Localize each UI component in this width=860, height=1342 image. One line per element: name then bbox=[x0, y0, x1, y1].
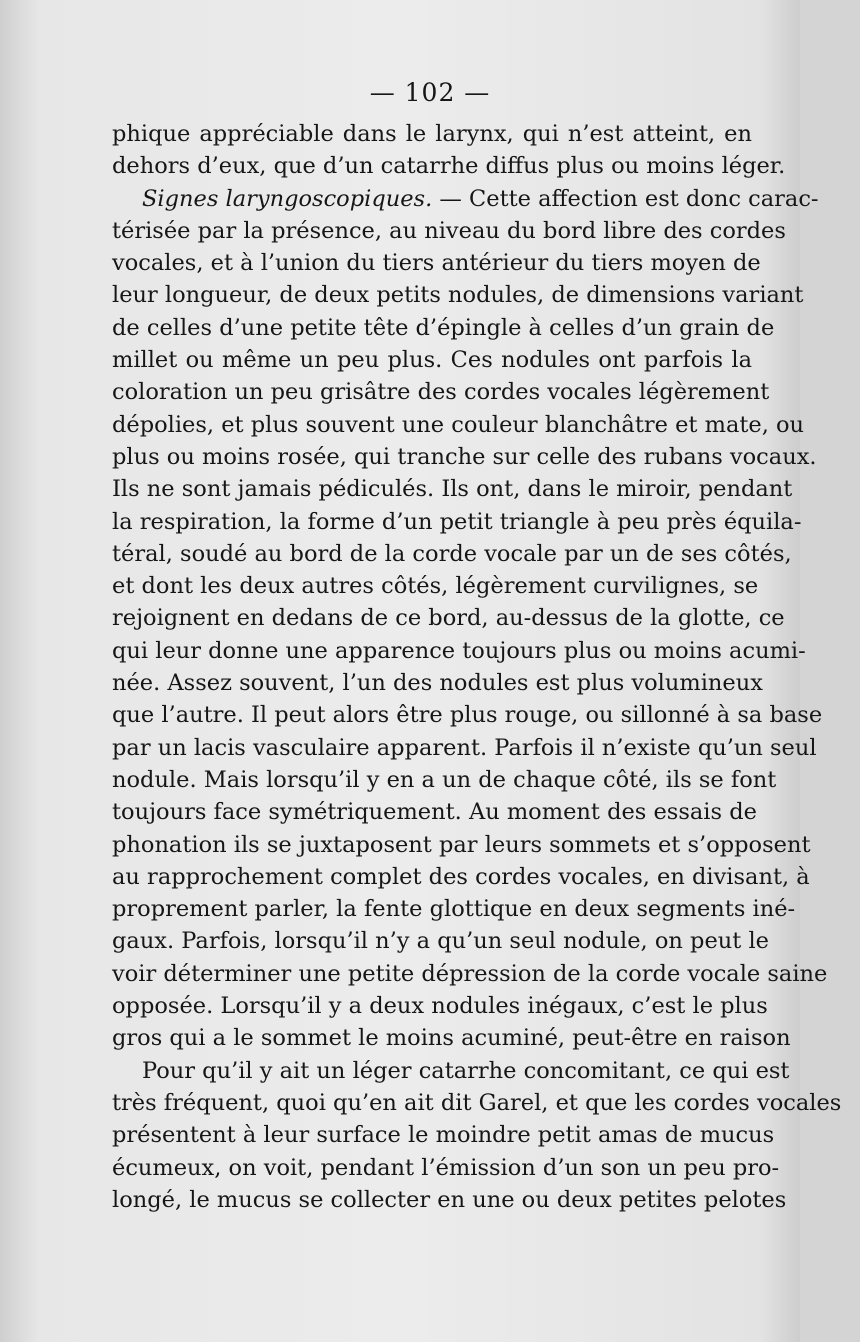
text-line-rest: — Cette affection est donc carac- bbox=[432, 185, 819, 212]
text-line: dépolies, et plus souvent une couleur blanchâtre et mate, ou bbox=[112, 411, 805, 438]
text-line: née. Assez souvent, l’un des nodules est plus volumineux bbox=[112, 670, 763, 697]
text-line: nodule. Mais lorsqu’il y en a un de chaque côté, ils se font bbox=[112, 766, 777, 793]
paragraph-1 bbox=[112, 118, 786, 183]
text-line: dehors d’eux, que d’un catarrhe diffus plus ou moins léger. bbox=[112, 153, 786, 180]
text-line: Pour qu’il y ait un léger catarrhe concomitant, ce qui est bbox=[142, 1057, 790, 1084]
text-line: qui leur donne une apparence toujours plus ou moins acumi- bbox=[112, 637, 806, 664]
text-line: écumeux, on voit, pendant l’émission d’un son un peu pro- bbox=[112, 1154, 780, 1181]
text-line: au rapprochement complet des cordes vocales, en divisant, à bbox=[112, 863, 810, 890]
text-line: et dont les deux autres côtés, légèrement curvilignes, se bbox=[112, 573, 759, 600]
text-line: toujours face symétriquement. Au moment des essais de bbox=[112, 799, 757, 826]
body-text bbox=[112, 118, 842, 1216]
section-runin-heading: Signes laryngoscopiques. bbox=[142, 185, 433, 212]
text-line: phique appréciable dans le larynx, qui n’est atteint, en bbox=[112, 121, 752, 147]
text-line bbox=[112, 183, 819, 215]
text-line: térisée par la présence, au niveau du bord libre des cordes bbox=[112, 217, 786, 244]
text-line: par un lacis vasculaire apparent. Parfois il n’existe qu’un seul bbox=[112, 734, 817, 761]
text-line: leur longueur, de deux petits nodules, de dimensions variant bbox=[112, 282, 804, 309]
page-number: — 102 — bbox=[369, 78, 491, 107]
text-line: gaux. Parfois, lorsqu’il n’y a qu’un seul nodule, on peut le bbox=[112, 928, 769, 955]
text-line: de celles d’une petite tête d’épingle à celles d’un grain de bbox=[112, 314, 775, 341]
text-line: gros qui a le sommet le moins acuminé, peut-être en raison bbox=[112, 1025, 791, 1052]
text-line: très fréquent, quoi qu’en ait dit Garel, et que les cordes vocales bbox=[112, 1089, 842, 1116]
paragraph-2 bbox=[112, 183, 828, 1055]
text-line: téral, soudé au bord de la corde vocale par un de ses côtés, bbox=[112, 540, 792, 567]
text-line: phonation ils se juxtaposent par leurs sommets et s’opposent bbox=[112, 831, 811, 858]
text-line: que l’autre. Il peut alors être plus rouge, ou sillonné à sa base bbox=[112, 702, 823, 729]
text-line: millet ou même un peu plus. Ces nodules ont parfois la bbox=[112, 347, 752, 374]
text-line: voir déterminer une petite dépression de la corde vocale saine bbox=[112, 960, 828, 987]
text-line: opposée. Lorsqu’il y a deux nodules inégaux, c’est le plus bbox=[112, 993, 768, 1020]
text-line: Ils ne sont jamais pédiculés. Ils ont, dans le miroir, pendant bbox=[112, 476, 793, 503]
paragraph-3 bbox=[112, 1055, 842, 1216]
text-line: vocales, et à l’union du tiers antérieur du tiers moyen de bbox=[112, 250, 761, 277]
text-line: rejoignent en dedans de ce bord, au-dessus de la glotte, ce bbox=[112, 605, 785, 632]
text-line: la respiration, la forme d’un petit triangle à peu près équila- bbox=[112, 508, 802, 535]
text-line: coloration un peu grisâtre des cordes vocales légèrement bbox=[112, 379, 770, 406]
text-line: présentent à leur surface le moindre petit amas de mucus bbox=[112, 1122, 775, 1149]
text-line: longé, le mucus se collecter en une ou deux petites pelotes bbox=[112, 1186, 787, 1213]
text-line: proprement parler, la fente glottique en deux segments iné- bbox=[112, 896, 796, 923]
text-line: plus ou moins rosée, qui tranche sur celle des rubans vocaux. bbox=[112, 443, 817, 470]
